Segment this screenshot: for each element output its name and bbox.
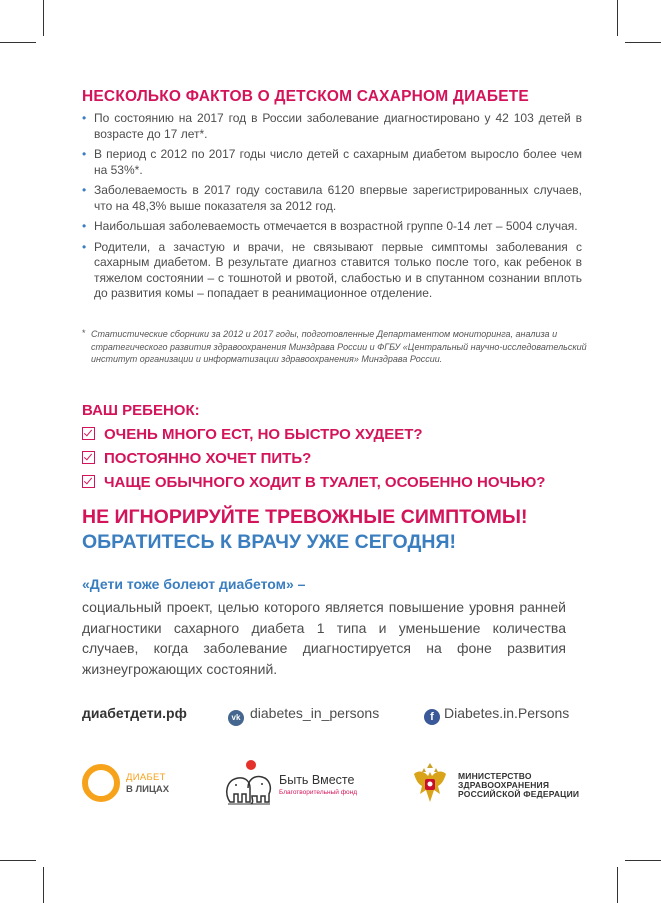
fact-item: • Заболеваемость в 2017 году составила 6120 впервые зарегистрированных случаев, что на 48,3% выше показателя за 2012 год. xyxy=(82,183,582,214)
crop-mark xyxy=(617,0,618,36)
checkbox-icon xyxy=(82,427,95,440)
symptom-item xyxy=(82,448,545,472)
crop-mark xyxy=(617,867,618,903)
crop-mark xyxy=(625,42,661,43)
fact-item: • В период с 2012 по 2017 годы число детей с сахарным диабетом выросло более чем на 53%*. xyxy=(82,147,582,178)
symptom-text: ПОСТОЯННО ХОЧЕТ ПИТЬ? xyxy=(104,450,312,467)
ministry-logo xyxy=(410,760,590,810)
footnote-text: Статистические сборники за 2012 и 2017 годы, подготовленные Департаментом мониторинга, анализа и стратегического развития здравоохранения Минздрава России и ФГБУ «Центральный научно-исследовательский институт организации и информатизации здравоохранения» Минздрава России. xyxy=(91,329,587,364)
logo-text: МИНИСТЕРСТВО xyxy=(458,771,532,781)
vk-icon: vk xyxy=(228,710,244,726)
vk-handle: diabetes_in_persons xyxy=(250,705,380,721)
fact-item: • Родители, а зачастую и врачи, не связывают первые симптомы заболевания с сахарным диабетом. В результате диагноз ставится только после того, как ребенок в тяжелом состоянии – с тошнотой и рвотой, слабостью и в спутанном сознании вплоть до развития комы – попадает в реанимационное отделение. xyxy=(82,240,582,302)
logo-text: Благотворительный фонд xyxy=(279,789,358,796)
fact-item: • Наибольшая заболеваемость отмечается в возрастной группе 0-14 лет – 5004 случая. xyxy=(82,219,582,235)
logo-text: В ЛИЦАХ xyxy=(126,784,170,795)
crop-mark xyxy=(43,0,44,36)
logo-text: РОССИЙСКОЙ ФЕДЕРАЦИИ xyxy=(458,789,580,799)
fact-item: • По состоянию на 2017 год в России заболевание диагностировано у 42 103 детей в возрасте до 17 лет*. xyxy=(82,111,582,142)
footnote xyxy=(82,328,591,366)
logo-text: ДИАБЕТ xyxy=(126,772,166,783)
facebook-link[interactable] xyxy=(424,705,569,725)
checkbox-icon xyxy=(82,475,95,488)
checkbox-icon xyxy=(82,451,95,464)
contacts-row xyxy=(82,705,582,725)
facebook-handle: Diabetes.in.Persons xyxy=(444,705,570,721)
elephants-icon xyxy=(222,758,274,810)
call-to-action-headline: ОБРАТИТЕСЬ К ВРАЧУ УЖЕ СЕГОДНЯ! xyxy=(82,531,456,553)
crop-mark xyxy=(0,860,36,861)
symptom-item xyxy=(82,424,545,448)
byt-vmeste-logo xyxy=(222,758,382,810)
facebook-icon: f xyxy=(424,709,440,725)
coat-of-arms-icon xyxy=(410,760,450,806)
website-link[interactable]: диабетдети.рф xyxy=(82,705,187,721)
symptom-text: ОЧЕНЬ МНОГО ЕСТ, НО БЫСТРО ХУДЕЕТ? xyxy=(104,426,423,443)
child-section-title: ВАШ РЕБЕНОК: xyxy=(82,402,200,419)
orange-ring-icon xyxy=(82,764,120,802)
crop-mark xyxy=(625,860,661,861)
crop-mark xyxy=(0,42,36,43)
symptom-list xyxy=(82,424,545,496)
project-description: социальный проект, целью которого является повышение уровня ранней диагностики сахарного диабета 1 типа и уменьшение количества случаев, когда заболевание диагностируется на фоне развития жизнеугрожающих состояний. xyxy=(82,599,566,677)
logo-text: ЗДРАВООХРАНЕНИЯ xyxy=(458,780,550,790)
facts-title: НЕСКОЛЬКО ФАКТОВ О ДЕТСКОМ САХАРНОМ ДИАБЕТЕ xyxy=(82,88,529,105)
crop-mark xyxy=(43,867,44,903)
project-title: «Дети тоже болеют диабетом» – xyxy=(82,576,306,592)
vk-link[interactable] xyxy=(228,705,379,726)
diabet-v-litsah-logo xyxy=(82,762,192,806)
symptom-text: ЧАЩЕ ОБЫЧНОГО ХОДИТ В ТУАЛЕТ, ОСОБЕННО НОЧЬЮ? xyxy=(104,474,546,491)
warning-headline: НЕ ИГНОРИРУЙТЕ ТРЕВОЖНЫЕ СИМПТОМЫ! xyxy=(82,506,528,528)
footnote-mark: * xyxy=(82,328,86,338)
symptom-item xyxy=(82,472,545,496)
logo-text: Быть Вместе xyxy=(279,773,355,787)
facts-list xyxy=(82,111,582,307)
